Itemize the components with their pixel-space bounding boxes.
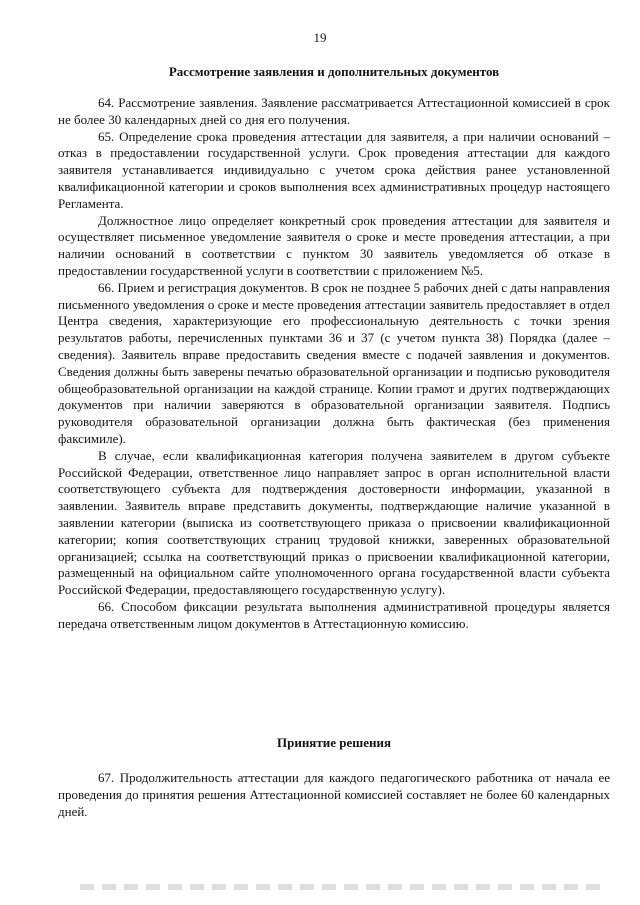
section-body-decision [58, 770, 610, 820]
paragraph-65: 65. Определение срока проведения аттестации для заявителя, а при наличии оснований – отказ в предоставлении государственной услуги. Срок проведения аттестации для каждого заявителя устанавливается индивидуально с учетом срока действия ранее установленной квалификационной категории и сроков выполнения всех административных процедур настоящего Регламента. [58, 128, 610, 211]
paragraph-67: 67. Продолжительность аттестации для каждого педагогического работника от начала ее проведения до принятия решения Аттестационной комиссией составляет не более 60 календарных дней. [58, 770, 610, 819]
section-body-review [58, 95, 610, 633]
section-title-review: Рассмотрение заявления и дополнительных документов [168, 64, 500, 79]
paragraph-66-reception: 66. Прием и регистрация документов. В срок не позднее 5 рабочих дней с даты направления письменного уведомления о сроке и месте проведения аттестации заявитель предоставляет в отдел Центра сведения, характеризующие его профессиональную деятельность с точки зрения результатов работы, перечисленных пунктами 36 и 37 (с учетом пункта 38) Порядка (далее – сведения). Заявитель вправе предоставить сведения вместе с подачей заявления и документов. Сведения должны быть заверены печатью образовательной организации и подписью руководителя общеобразовательной организации на каждой странице. Копии грамот и других подтверждающих документов при наличии заверяются в образовательной организации заявителя. Подпись руководителя образовательной организации должна быть фактическая (без применения факсимиле). [58, 279, 610, 446]
scan-footer-artifact [80, 884, 600, 890]
paragraph-66-fixation: 66. Способом фиксации результата выполнения административной процедуры является передача ответственным лицом документов в Аттестационную комиссию. [58, 598, 610, 631]
section-title-decision: Принятие решения [276, 735, 391, 750]
paragraph-official-term: Должностное лицо определяет конкретный срок проведения аттестации для заявителя и осуществляет письменное уведомление заявителя о сроке и месте проведения аттестации, а при наличии оснований в соответствии с пунктом 30 заявитель уведомляется об отказе в предоставлении государственной услуги в соответствии с приложением №5. [58, 212, 610, 278]
paragraph-64: 64. Рассмотрение заявления. Заявление рассматривается Аттестационной комиссией в срок не более 30 календарных дней со дня его получения. [58, 95, 610, 127]
page-number: 19 [313, 30, 327, 45]
paragraph-other-region: В случае, если квалификационная категория получена заявителем в другом субъекте Российской Федерации, ответственное лицо направляет запрос в орган исполнительной власти соответствующего субъекта для подтверждения достоверности информации, указанной в заявлении. Заявитель вправе представить документы, подтверждающие наличие указанной в заявлении категории (выписка из соответствующего приказа о присвоении квалификационной категории; копия соответствующих страниц трудовой книжки, заверенных образовательной организацией; ссылка на соответствующий приказ о присвоении квалификационной категории, размещенный на официальном сайте уполномоченного органа государственной власти субъекта Российской Федерации, предоставляющего государственную услугу). [58, 447, 610, 598]
